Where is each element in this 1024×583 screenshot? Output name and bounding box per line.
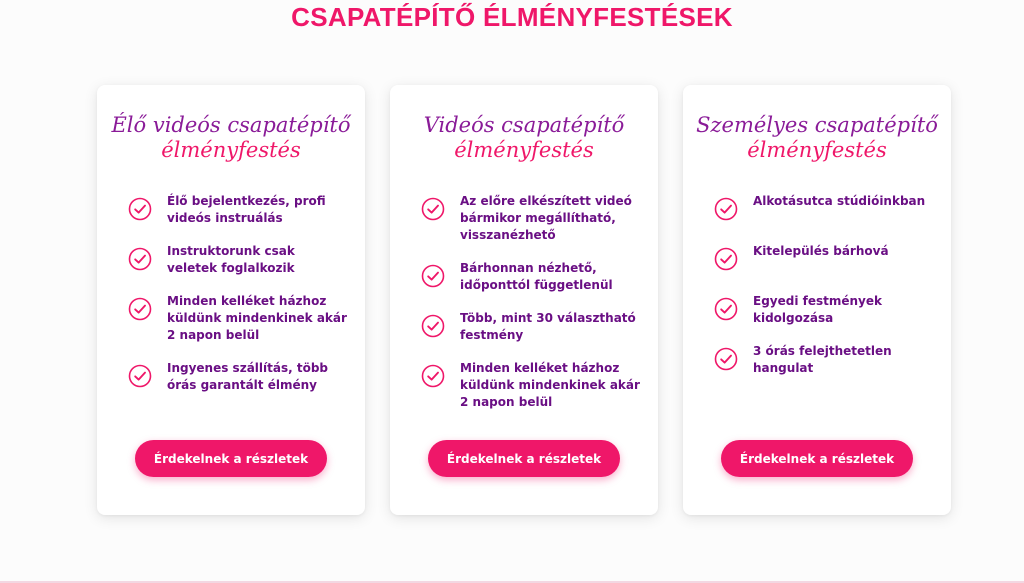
card-title bbox=[390, 113, 658, 163]
feature-text: Kitelepülés bárhová bbox=[753, 244, 889, 258]
feature-item bbox=[128, 193, 348, 227]
feature-item bbox=[421, 260, 641, 294]
check-circle-icon bbox=[128, 364, 152, 388]
feature-item bbox=[421, 193, 641, 244]
check-circle-icon bbox=[128, 247, 152, 271]
check-circle-icon bbox=[421, 197, 445, 221]
check-circle-icon bbox=[128, 297, 152, 321]
feature-item bbox=[128, 243, 348, 277]
check-circle-icon bbox=[421, 264, 445, 288]
feature-text: Bárhonnan nézhető, időponttól függetlenül bbox=[460, 261, 613, 292]
card-live-video bbox=[97, 85, 365, 515]
card-title-line2: élményfestés bbox=[454, 138, 594, 162]
feature-item bbox=[714, 193, 934, 227]
feature-text: Több, mint 30 választható festmény bbox=[460, 311, 636, 342]
feature-text: Alkotásutca stúdióinkban bbox=[753, 194, 926, 208]
check-circle-icon bbox=[714, 247, 738, 271]
feature-item bbox=[421, 310, 641, 344]
feature-text: Minden kelléket házhoz küldünk mindenkinek akár 2 napon belül bbox=[167, 294, 347, 342]
feature-text: Az előre elkészített videó bármikor megállítható, visszanézhető bbox=[460, 194, 632, 242]
check-circle-icon bbox=[714, 347, 738, 371]
feature-text: Egyedi festmények kidolgozása bbox=[753, 294, 882, 325]
details-button[interactable]: Érdekelnek a részletek bbox=[135, 440, 327, 477]
card-in-person bbox=[683, 85, 951, 515]
card-video bbox=[390, 85, 658, 515]
feature-item bbox=[714, 293, 934, 327]
card-title-line1: Videós csapatépítő bbox=[423, 113, 625, 137]
feature-text: Minden kelléket házhoz küldünk mindenkinek akár 2 napon belül bbox=[460, 361, 640, 409]
check-circle-icon bbox=[421, 364, 445, 388]
feature-item bbox=[714, 343, 934, 377]
card-title bbox=[683, 113, 951, 163]
feature-list bbox=[421, 193, 641, 427]
details-button[interactable]: Érdekelnek a részletek bbox=[721, 440, 913, 477]
details-button[interactable]: Érdekelnek a részletek bbox=[428, 440, 620, 477]
card-title bbox=[97, 113, 365, 163]
card-title-line1: Személyes csapatépítő bbox=[696, 113, 938, 137]
card-title-line2: élményfestés bbox=[161, 138, 301, 162]
feature-text: Instruktorunk csak veletek foglalkozik bbox=[167, 244, 295, 275]
feature-text: Ingyenes szállítás, több órás garantált élmény bbox=[167, 361, 328, 392]
feature-item bbox=[714, 243, 934, 277]
check-circle-icon bbox=[421, 314, 445, 338]
feature-item bbox=[421, 360, 641, 411]
check-circle-icon bbox=[714, 197, 738, 221]
card-title-line2: élményfestés bbox=[747, 138, 887, 162]
page-title: CSAPATÉPÍTŐ ÉLMÉNYFESTÉSEK bbox=[291, 2, 733, 32]
check-circle-icon bbox=[714, 297, 738, 321]
feature-list bbox=[128, 193, 348, 410]
feature-item bbox=[128, 360, 348, 394]
check-circle-icon bbox=[128, 197, 152, 221]
card-title-line1: Élő videós csapatépítő bbox=[111, 113, 351, 137]
feature-item bbox=[128, 293, 348, 344]
feature-text: 3 órás felejthetetlen hangulat bbox=[753, 344, 892, 375]
feature-text: Élő bejelentkezés, profi videós instruálás bbox=[167, 194, 326, 225]
feature-list bbox=[714, 193, 934, 393]
